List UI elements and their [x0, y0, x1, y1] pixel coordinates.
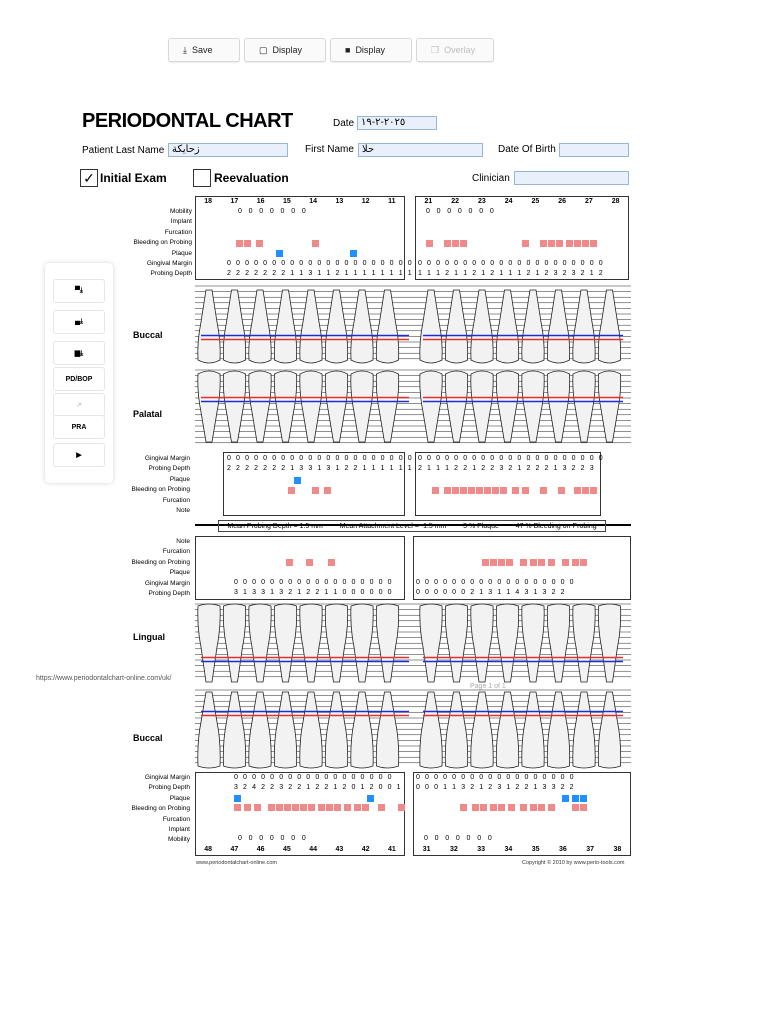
row-label: Plaque	[169, 569, 190, 577]
row-label: Furcation	[162, 496, 190, 504]
tooth-number: 14	[309, 198, 318, 205]
plaque-marker[interactable]	[367, 795, 374, 802]
upper-left-mobility[interactable]: 0 0 0 0 0 0 0	[426, 208, 497, 215]
pra-label: PRA	[71, 423, 87, 431]
pd-bop-label: PD/BOP	[65, 375, 93, 383]
row-label: Implant	[170, 218, 192, 226]
bleeding-marker[interactable]	[498, 804, 505, 811]
bleeding-marker[interactable]	[426, 240, 433, 247]
bleeding-marker[interactable]	[288, 487, 295, 494]
plaque-marker[interactable]	[572, 795, 579, 802]
save-button-label: Save	[191, 45, 213, 55]
row-label: Implant	[168, 825, 190, 833]
bleeding-marker[interactable]	[538, 559, 545, 566]
tooth-number: 27	[584, 198, 593, 205]
bleeding-marker[interactable]	[590, 240, 597, 247]
plaque-marker[interactable]	[294, 477, 301, 484]
display-outline-label: Display	[272, 45, 303, 55]
overlay-label: Overlay	[444, 45, 476, 55]
plaque-percent: 5 % Plaque	[463, 522, 499, 530]
bleeding-marker[interactable]	[582, 487, 589, 494]
bleeding-marker[interactable]	[520, 804, 527, 811]
row-label: Furcation	[164, 228, 192, 236]
bleeding-marker[interactable]	[306, 559, 313, 566]
tooth-number: 42	[361, 846, 370, 853]
bleeding-marker[interactable]	[574, 487, 581, 494]
tooth-number: 33	[477, 846, 486, 853]
tooth-number: 45	[282, 846, 291, 853]
tooth-number: 38	[613, 846, 622, 853]
bleeding-marker[interactable]	[590, 487, 597, 494]
initial-exam-label: Initial Exam	[100, 171, 167, 185]
tooth-number: 35	[531, 846, 540, 853]
bleeding-marker[interactable]	[268, 804, 275, 811]
plaque-marker[interactable]	[562, 795, 569, 802]
bleeding-marker[interactable]	[556, 240, 563, 247]
external-link-icon: ↗	[76, 402, 82, 409]
bleeding-marker[interactable]	[540, 487, 547, 494]
bleeding-marker[interactable]	[444, 240, 451, 247]
tooth-number: 11	[388, 198, 396, 205]
tooth-number: 26	[558, 198, 567, 205]
page-indicator: Page 1 of 1	[470, 683, 506, 690]
bleeding-marker[interactable]	[580, 559, 587, 566]
bop-percent: 47 % Bleeding on Probing	[515, 522, 597, 530]
bleeding-marker[interactable]	[460, 487, 467, 494]
date-label: Date	[333, 118, 355, 129]
teeth-download-icon: ▀⤓	[74, 287, 84, 294]
tooth-number: 16	[256, 198, 265, 205]
upper-right-gingival-margin[interactable]: 0 0 0 0 0 0 0 0 0 0 0 0 0 0 0 0 0 0 0 0 0	[227, 260, 414, 267]
row-label: Probing Depth	[148, 465, 190, 473]
tooth-number: 37	[586, 846, 595, 853]
square-filled-icon: ■	[345, 45, 351, 55]
bleeding-marker[interactable]	[234, 804, 241, 811]
square-outline-icon: ▢	[259, 44, 268, 55]
save-full-button[interactable]	[53, 341, 105, 365]
footer-website: www.periodontalchart-online.com	[196, 860, 278, 866]
bleeding-marker[interactable]	[476, 487, 483, 494]
bleeding-marker[interactable]	[572, 559, 579, 566]
palatal-right-gingival-margin[interactable]: 0 0 0 0 0 0 0 0 0 0 0 0 0 0 0 0 0 0 0 0 0	[227, 455, 414, 462]
reevaluation-checkbox[interactable]	[193, 169, 211, 187]
row-label: Furcation	[162, 815, 190, 823]
plaque-marker[interactable]	[234, 795, 241, 802]
play-icon: ▶	[76, 452, 82, 459]
bleeding-marker[interactable]	[312, 487, 319, 494]
tooth-number: 36	[558, 846, 567, 853]
bleeding-marker[interactable]	[324, 487, 331, 494]
bleeding-marker[interactable]	[538, 804, 545, 811]
tooth-number: 47	[230, 846, 239, 853]
row-label: Bleeding on Probing	[133, 239, 192, 247]
dob-field[interactable]	[559, 143, 629, 157]
lower-right-mobility[interactable]: 0 0 0 0 0 0 0	[238, 835, 309, 842]
row-label: Note	[176, 538, 190, 545]
palatal-label: Palatal	[133, 409, 163, 419]
bleeding-marker[interactable]	[512, 487, 519, 494]
bleeding-marker[interactable]	[254, 804, 261, 811]
lingual-label: Lingual	[133, 632, 165, 642]
dob-label: Date Of Birth	[498, 144, 556, 155]
tooth-number: 43	[335, 846, 344, 853]
layers-icon: ❐	[431, 44, 440, 55]
save-upper-button[interactable]	[53, 279, 105, 303]
bleeding-marker[interactable]	[256, 240, 263, 247]
lingual-row-labels	[130, 537, 190, 599]
palatal-left-gingival-margin[interactable]: 0 0 0 0 0 0 0 0 0 0 0 0 0 0 0 0 0 0 0 0 0	[418, 455, 605, 462]
row-label: Plaque	[169, 794, 190, 802]
bleeding-marker[interactable]	[286, 559, 293, 566]
lower-teeth-diagram	[195, 602, 631, 770]
date-field[interactable]: ٢٠٢٥-٢-١٩	[357, 116, 437, 130]
bleeding-marker[interactable]	[490, 559, 497, 566]
row-label: Probing Depth	[150, 270, 192, 278]
row-label: Bleeding on Probing	[131, 805, 190, 813]
bleeding-marker[interactable]	[244, 804, 251, 811]
bleeding-marker[interactable]	[444, 487, 451, 494]
tooth-number: 12	[361, 198, 370, 205]
plaque-marker[interactable]	[580, 795, 587, 802]
lingual-left-probing-depth[interactable]: 0 0 0 0 0 0 2 1 3 1 1 4 3 1 3 2 2	[416, 589, 567, 596]
tooth-number: 23	[477, 198, 486, 205]
lower-left-mobility[interactable]: 0 0 0 0 0 0 0	[424, 835, 495, 842]
row-label: Furcation	[162, 548, 190, 556]
bleeding-marker[interactable]	[452, 240, 459, 247]
bleeding-marker[interactable]	[484, 487, 491, 494]
tooth-number: 15	[282, 198, 291, 205]
row-label: Plaque	[169, 475, 190, 483]
bleeding-marker[interactable]	[482, 559, 489, 566]
tooth-number: 25	[531, 198, 540, 205]
tooth-number: 13	[335, 198, 344, 205]
bleeding-marker[interactable]	[480, 804, 487, 811]
video-button[interactable]	[53, 443, 105, 467]
plaque-marker[interactable]	[276, 250, 283, 257]
checkmark-icon: ✓	[83, 170, 95, 186]
bleeding-marker[interactable]	[574, 240, 581, 247]
lower-buccal-row-labels	[130, 773, 190, 846]
first-name-label: First Name	[305, 144, 354, 155]
bleeding-marker[interactable]	[244, 240, 251, 247]
row-label: Mobility	[169, 208, 192, 215]
palatal-left-probing-depth[interactable]: 2 1 1 1 2 2 1 2 2 3 2 1 2 2 2 1 3 2 2 3	[418, 465, 596, 472]
pd-bop-button[interactable]	[53, 367, 105, 391]
source-url[interactable]: https://www.periodontalchart-online.com/uk/	[36, 675, 172, 682]
tooth-number: 44	[309, 846, 318, 853]
tooth-number: 34	[504, 846, 513, 853]
footer-copyright: Copyright © 2010 by www.perio-tools.com	[522, 860, 625, 866]
row-label: Bleeding on Probing	[131, 558, 190, 566]
initial-exam-checkbox[interactable]	[80, 169, 98, 187]
display-filled-button[interactable]	[330, 38, 412, 62]
palatal-right-probing-depth[interactable]: 2 2 2 2 2 2 2 1 3 3 1 3 1 2 2 1 1 1 1 1 1	[227, 465, 414, 472]
side-tool-panel	[45, 263, 113, 483]
bleeding-marker[interactable]	[500, 487, 507, 494]
bleeding-marker[interactable]	[328, 559, 335, 566]
tooth-number: 46	[256, 846, 265, 853]
overlay-button[interactable]	[416, 38, 494, 62]
tooth-number: 48	[204, 846, 213, 853]
lingual-right-probing-depth[interactable]: 3 1 3 3 1 3 2 1 2 2 1 1 0 0 0 0 0 0	[234, 589, 394, 596]
bleeding-marker[interactable]	[284, 804, 291, 811]
row-label: Gingival Margin	[144, 579, 190, 587]
bleeding-marker[interactable]	[460, 804, 467, 811]
bleeding-marker[interactable]	[460, 240, 467, 247]
row-label: Mobility	[167, 836, 190, 844]
tooth-number: 21	[424, 198, 433, 205]
lower-buccal-right-gingival-margin[interactable]: 0 0 0 0 0 0 0 0 0 0 0 0 0 0 0 0 0 0	[234, 774, 394, 781]
bleeding-marker[interactable]	[326, 804, 333, 811]
row-label: Bleeding on Probing	[131, 486, 190, 494]
bleeding-marker[interactable]	[548, 240, 555, 247]
first-name-field[interactable]: حلا	[358, 143, 483, 157]
chart-title: PERIODONTAL CHART	[82, 110, 293, 132]
row-label: Plaque	[171, 249, 192, 257]
tooth-number: 31	[422, 846, 431, 853]
upper-left-probing-depth[interactable]: 1 1 1 2 1 1 2 1 2 1 1 1 2 1 2 3 2 3 2 1 2	[418, 270, 605, 277]
tooth-number: 22	[451, 198, 460, 205]
bleeding-marker[interactable]	[362, 804, 369, 811]
pra-button[interactable]	[53, 415, 105, 439]
plaque-marker[interactable]	[350, 250, 357, 257]
bleeding-marker[interactable]	[472, 804, 479, 811]
display-outline-button[interactable]	[244, 38, 326, 62]
tooth-number: 24	[504, 198, 513, 205]
upper-row-labels	[132, 207, 192, 280]
row-label: Gingival Margin	[146, 259, 192, 267]
external-link-button[interactable]	[53, 393, 105, 417]
bleeding-marker[interactable]	[492, 487, 499, 494]
bleeding-marker[interactable]	[292, 804, 299, 811]
bleeding-marker[interactable]	[582, 240, 589, 247]
display-filled-label: Display	[355, 45, 385, 55]
bleeding-marker[interactable]	[506, 559, 513, 566]
row-label: Note	[176, 506, 190, 514]
bleeding-marker[interactable]	[580, 804, 587, 811]
bleeding-marker[interactable]	[548, 804, 555, 811]
bleeding-marker[interactable]	[558, 487, 565, 494]
bleeding-marker[interactable]	[540, 240, 547, 247]
bleeding-marker[interactable]	[354, 804, 361, 811]
teeth-download-icon: ▆⤓	[74, 349, 84, 357]
bleeding-marker[interactable]	[236, 240, 243, 247]
bleeding-marker[interactable]	[566, 240, 573, 247]
bleeding-marker[interactable]	[522, 487, 529, 494]
tooth-number: 17	[230, 198, 239, 205]
bleeding-marker[interactable]	[432, 487, 439, 494]
bleeding-marker[interactable]	[562, 559, 569, 566]
bleeding-marker[interactable]	[468, 487, 475, 494]
bleeding-marker[interactable]	[522, 240, 529, 247]
lower-buccal-left-probing-depth[interactable]: 0 0 0 1 1 3 2 1 2 3 1 2 2 1 3 3 2 2	[416, 784, 576, 791]
reevaluation-label: Reevaluation	[214, 171, 289, 185]
upper-right-mobility[interactable]: 0 0 0 0 0 0 0	[238, 208, 309, 215]
bleeding-marker[interactable]	[312, 240, 319, 247]
summary-bar	[218, 520, 606, 532]
palatal-row-labels	[130, 454, 190, 516]
row-label: Gingival Margin	[144, 774, 190, 781]
mean-attachment-level: Mean Attachment Level = -1.5 mm	[339, 522, 447, 530]
bleeding-marker[interactable]	[530, 559, 537, 566]
tooth-number: 28	[611, 198, 620, 205]
upper-left-gingival-margin[interactable]: 0 0 0 0 0 0 0 0 0 0 0 0 0 0 0 0 0 0 0 0 0	[418, 260, 605, 267]
bleeding-marker[interactable]	[378, 804, 385, 811]
download-icon: ⤓	[183, 44, 187, 55]
clinician-label: Clinician	[472, 173, 510, 184]
tooth-number: 18	[204, 198, 213, 205]
upper-teeth-diagram	[195, 282, 631, 452]
clinician-field[interactable]	[514, 171, 629, 185]
last-name-field[interactable]: زحايكة	[168, 143, 288, 157]
mean-probing-depth: Mean Probing Depth = 1.5 mm	[227, 522, 323, 530]
bleeding-marker[interactable]	[276, 804, 283, 811]
bleeding-marker[interactable]	[308, 804, 315, 811]
save-lower-button[interactable]	[53, 310, 105, 334]
row-label: Gingival Margin	[144, 455, 190, 462]
tooth-number: 32	[449, 846, 458, 853]
tooth-number: 41	[387, 846, 396, 853]
bleeding-marker[interactable]	[300, 804, 307, 811]
lower-buccal-left-gingival-margin[interactable]: 0 0 0 0 0 0 0 0 0 0 0 0 0 0 0 0 0 0	[416, 774, 576, 781]
last-name-label: Patient Last Name	[82, 145, 165, 156]
lower-buccal-right-probing-depth[interactable]: 3 2 4 2 2 3 2 2 1 2 2 1 2 0 1 2 0 0 1	[234, 784, 403, 791]
lower-buccal-label: Buccal	[133, 733, 163, 743]
bleeding-marker[interactable]	[398, 804, 405, 811]
lingual-right-gingival-margin[interactable]: 0 0 0 0 0 0 0 0 0 0 0 0 0 0 0 0 0 0	[234, 579, 394, 586]
upper-right-probing-depth[interactable]: 2 2 2 2 2 2 2 1 1 3 1 1 2 1 1 1 1 1 1 1 1	[227, 270, 414, 277]
bleeding-marker[interactable]	[548, 559, 555, 566]
bleeding-marker[interactable]	[334, 804, 341, 811]
bleeding-marker[interactable]	[530, 804, 537, 811]
save-button[interactable]	[168, 38, 240, 62]
row-label: Probing Depth	[148, 784, 190, 792]
upper-buccal-label: Buccal	[133, 330, 163, 340]
top-toolbar	[168, 38, 494, 62]
bleeding-marker[interactable]	[452, 487, 459, 494]
bleeding-marker[interactable]	[490, 804, 497, 811]
row-label: Probing Depth	[148, 589, 190, 597]
bleeding-marker[interactable]	[318, 804, 325, 811]
bleeding-marker[interactable]	[498, 559, 505, 566]
teeth-download-icon: ▄⤓	[74, 318, 84, 325]
bleeding-marker[interactable]	[572, 804, 579, 811]
bleeding-marker[interactable]	[520, 559, 527, 566]
lingual-left-gingival-margin[interactable]: 0 0 0 0 0 0 0 0 0 0 0 0 0 0 0 0 0 0	[416, 579, 576, 586]
bleeding-marker[interactable]	[508, 804, 515, 811]
bleeding-marker[interactable]	[344, 804, 351, 811]
